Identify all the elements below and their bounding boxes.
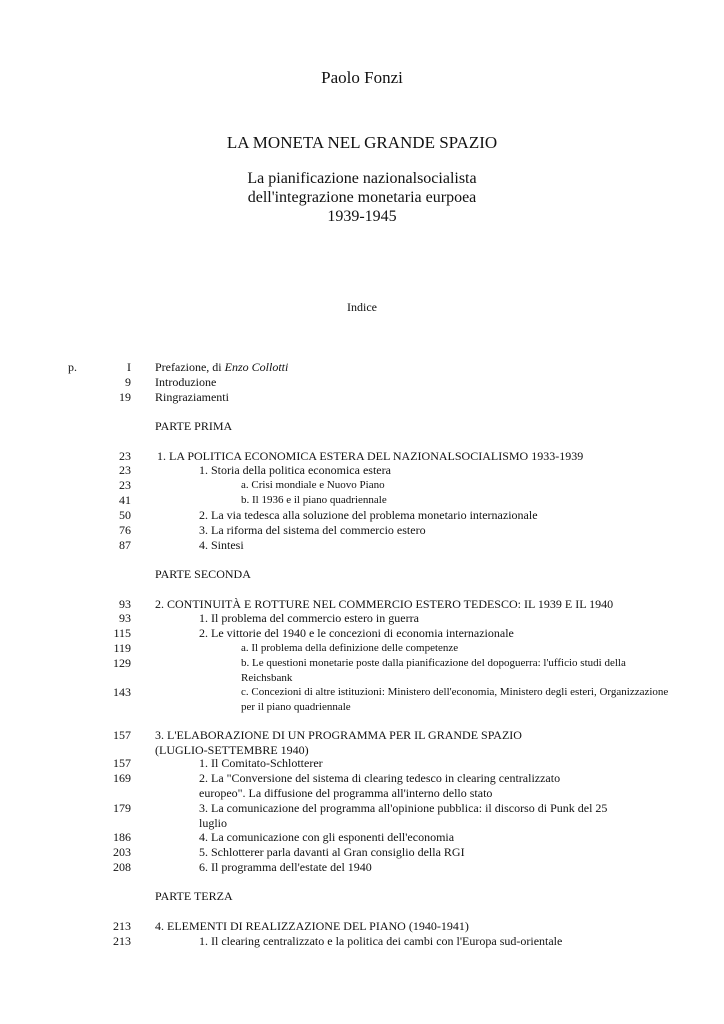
toc-page-number: 23: [119, 449, 131, 463]
toc-page-number: 157: [113, 728, 131, 742]
toc-page-number: 23: [119, 478, 131, 492]
toc-page-number: 208: [113, 860, 131, 874]
toc-page-number: 143: [113, 685, 131, 699]
toc-entry-text: [199, 801, 629, 831]
toc-entry-text: 5. Schlotterer parla davanti al Gran consiglio della RGI: [199, 845, 465, 859]
part-heading: PARTE SECONDA: [155, 567, 251, 581]
toc-entry-text-body: 3. La comunicazione del programma all'opinione pubblica: il discorso di Punk del 25 luglio: [199, 801, 608, 830]
toc-page-number: 213: [113, 919, 131, 933]
toc-entry-text: 3. La riforma del sistema del commercio estero: [199, 523, 426, 537]
toc-entry-text: 2. La "Conversione del sistema di clearing tedesco in clearing centralizzato europeo". La diffusione del programma all'interno dello stato: [199, 771, 561, 800]
toc-entry-text: 4. La comunicazione con gli esponenti dell'economia: [199, 830, 455, 844]
toc-entry-text: 1. Storia della politica economica estera: [199, 463, 391, 477]
subtitle-line: La pianificazione nazionalsocialista: [247, 170, 477, 187]
toc-page-number: 76: [119, 523, 131, 537]
toc-page-number: 23: [119, 463, 131, 477]
author-name: Paolo Fonzi: [321, 68, 403, 87]
toc-page-number: 41: [119, 493, 131, 507]
toc-entry-text: Introduzione: [155, 375, 217, 389]
toc-entry-text: 1. LA POLITICA ECONOMICA ESTERA DEL NAZIONALSOCIALISMO 1933-1939: [157, 449, 584, 463]
toc-entry-text: 6. Il programma dell'estate del 1940: [199, 860, 372, 874]
toc-page-number: 50: [119, 508, 131, 522]
toc-page-number: 129: [113, 656, 131, 670]
toc-entry: [0, 656, 724, 686]
toc-entry-text: 2. CONTINUITÀ E ROTTURE NEL COMMERCIO ESTERO TEDESCO: IL 1939 E IL 1940: [155, 597, 614, 611]
toc-entry: [0, 801, 724, 831]
index-heading: Indice: [347, 300, 377, 314]
toc-entry-text: b. Le questioni monetarie poste dalla pianificazione del dopoguerra: l'ufficio studi della Reichsbank: [241, 657, 626, 684]
toc-entry-text: 4. ELEMENTI DI REALIZZAZIONE DEL PIANO (1940-1941): [155, 919, 469, 933]
toc-entry-text: 2. La via tedesca alla soluzione del problema monetario internazionale: [199, 508, 538, 522]
toc-entry-text: Ringraziamenti: [155, 390, 229, 404]
toc-entry-text: 1. Il Comitato-Schlotterer: [199, 756, 323, 770]
toc-entry: [0, 685, 724, 715]
toc-entry-text: 1. Il problema del commercio estero in guerra: [199, 611, 419, 625]
toc-page-number: 9: [125, 375, 131, 389]
toc-entry-text: 1. Il clearing centralizzato e la politica dei cambi con l'Europa sud-orientale: [199, 934, 563, 948]
toc-entry-text: 3. L'ELABORAZIONE DI UN PROGRAMMA PER IL GRANDE SPAZIO (LUGLIO-SETTEMBRE 1940): [155, 728, 522, 757]
book-title: LA MONETA NEL GRANDE SPAZIO: [226, 133, 498, 152]
toc-page-number: 169: [113, 771, 131, 785]
toc-page-number: 87: [119, 538, 131, 552]
toc-page-number: 213: [113, 934, 131, 948]
toc-page-number: 19: [119, 390, 131, 404]
toc-entry-text: b. Il 1936 e il piano quadriennale: [241, 494, 387, 506]
toc-page-number: 179: [113, 801, 131, 815]
toc-entry-text: a. Crisi mondiale e Nuovo Piano: [241, 479, 385, 491]
subtitle-line: 1939-1945: [327, 208, 397, 225]
page-prefix: p.: [68, 360, 77, 374]
toc-entry-text: a. Il problema della definizione delle competenze: [241, 642, 459, 654]
toc-page-number: 119: [113, 641, 131, 655]
toc-entry-text: c. Concezioni di altre istituzioni: Ministero dell'economia, Ministero degli esteri, Organizzazione per il piano quadriennale: [241, 686, 669, 713]
part-heading: PARTE PRIMA: [155, 419, 233, 433]
toc-page-number: 93: [119, 611, 131, 625]
part-heading: PARTE TERZA: [155, 889, 233, 903]
toc-page-number: 93: [119, 597, 131, 611]
toc-entry-text: 2. Le vittorie del 1940 e le concezioni di economia internazionale: [199, 626, 514, 640]
toc-page-number: 203: [113, 845, 131, 859]
toc-page-number: I: [127, 360, 131, 374]
toc-entry: [0, 728, 724, 758]
toc-page-number: 115: [113, 626, 131, 640]
subtitle-line: dell'integrazione monetaria eurpoea: [247, 189, 477, 206]
toc-page-number: 186: [113, 830, 131, 844]
toc-entry-text-plain: Prefazione, di: [155, 360, 225, 374]
book-subtitle: [0, 169, 724, 226]
toc-entry: [0, 771, 724, 801]
toc-entry-text: [155, 360, 288, 375]
toc-page-number: 157: [113, 756, 131, 770]
toc-entry-text: 4. Sintesi: [199, 538, 244, 552]
toc-entry-author: Enzo Collotti: [224, 360, 289, 374]
